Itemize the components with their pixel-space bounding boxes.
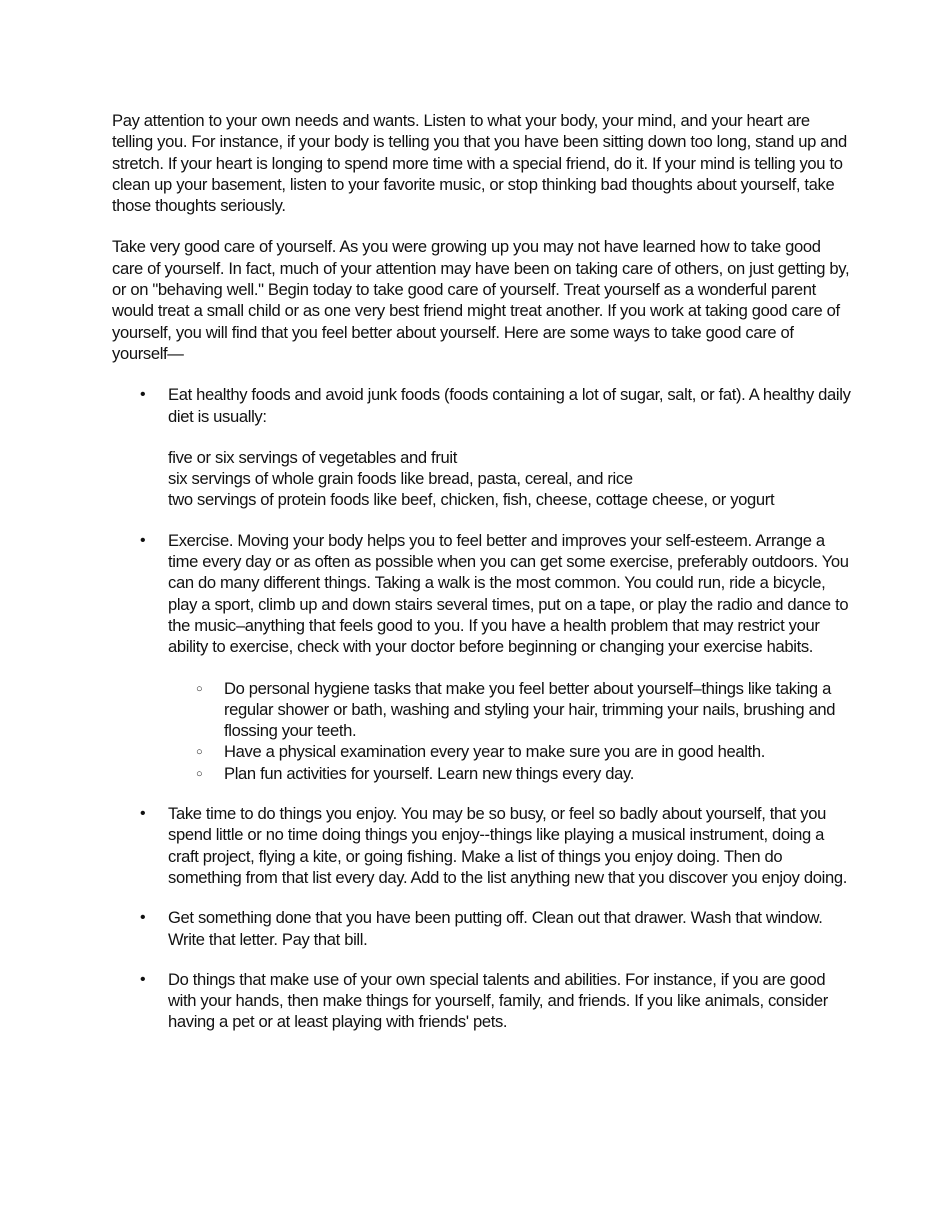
intro-paragraph-self-care: Take very good care of yourself. As you were growing up you may not have learned how to take good care of yourself. In fact, much of your attention may have been on taking care of others, on just getting by, or on "behaving well." Begin today to take good care of yourself. Treat yourself as a wonderful parent would treat a small child or as one very best friend might treat another. If you work at taking good care of yourself, you will find that you feel better about yourself. Here are some ways to take good care of yourself—	[112, 237, 850, 363]
intro-paragraph-needs: Pay attention to your own needs and wants. Listen to what your body, your mind, and your heart are telling you. For instance, if your body is telling you that you have been sitting down too long, stand up and stretch. If your heart is longing to spend more time with a special friend, do it. If your mind is telling you to clean up your basement, listen to your favorite music, or stop thinking bad thoughts about yourself, take those thoughts seriously.	[112, 111, 847, 216]
exercise-sub-list	[168, 678, 852, 784]
diet-line: five or six servings of vegetables and fruit	[168, 447, 457, 467]
list-item-enjoy: • Take time to do things you enjoy. You may be so busy, or feel so badly about yourself, that you spend little or no time doing things you enjoy--things like playing a musical instrument, doing a craft project, flying a kite, or going fishing. Make a list of things you enjoy doing. Then do something from that list every day. Add to the list anything new that you discover you enjoy doing.	[168, 803, 852, 888]
document-body	[112, 110, 852, 1052]
self-care-list	[112, 384, 852, 1032]
sub-list-item: ○ Have a physical examination every year to make sure you are in good health.	[224, 741, 852, 762]
list-item-text: • Exercise. Moving your body helps you to feel better and improves your self-esteem. Arrange a time every day or as often as possible when you can get some exercise, preferably outdoors. You can do many different things. Taking a walk is the most common. You could run, ride a bicycle, play a sport, climb up and down stairs several times, put on a tape, or play the radio and dance to the music–anything that feels good to you. If you have a health problem that may restrict your ability to exercise, check with your doctor before beginning or changing your exercise habits.	[168, 530, 849, 657]
diet-line: six servings of whole grain foods like bread, pasta, cereal, and rice	[168, 469, 633, 489]
sub-list-item: ○ Do personal hygiene tasks that make you feel better about yourself–things like taking a regular shower or bath, washing and styling your hair, trimming your nails, brushing and flossing your teeth.	[224, 678, 852, 742]
list-item-text: • Eat healthy foods and avoid junk foods (foods containing a lot of sugar, salt, or fat). A healthy daily diet is usually:	[168, 385, 851, 426]
list-item-talents: • Do things that make use of your own special talents and abilities. For instance, if you are good with your hands, then make things for yourself, family, and friends. If you like animals, consider having a pet or at least playing with friends' pets.	[168, 969, 852, 1033]
diet-line: two servings of protein foods like beef, chicken, fish, cheese, cottage cheese, or yogurt	[168, 490, 775, 510]
list-item-putting-off: • Get something done that you have been putting off. Clean out that drawer. Wash that window. Write that letter. Pay that bill.	[168, 907, 852, 950]
diet-list	[168, 447, 852, 511]
sub-list-item: ○ Plan fun activities for yourself. Learn new things every day.	[224, 763, 852, 784]
list-item-healthy-foods	[168, 384, 852, 510]
list-item-exercise	[168, 530, 852, 784]
